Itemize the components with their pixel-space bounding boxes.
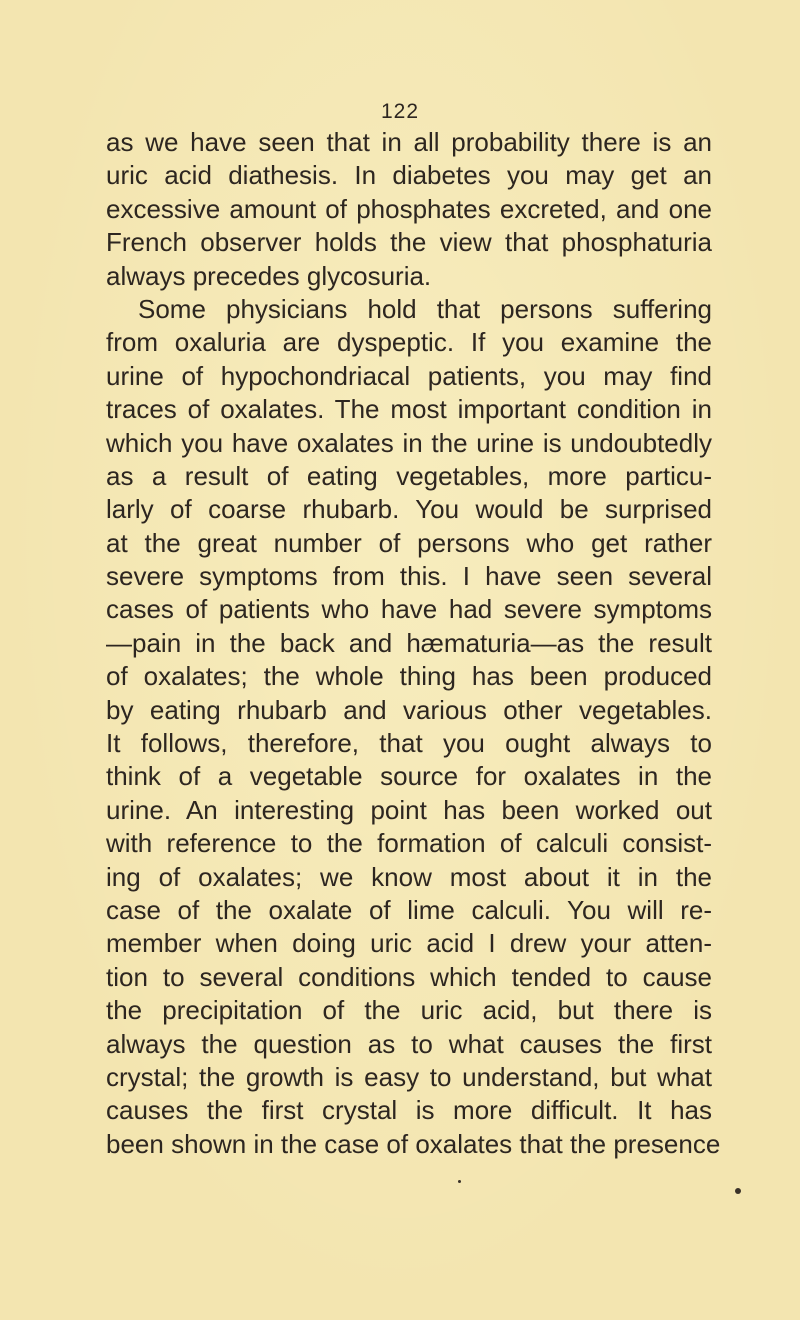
text-line: ing of oxalates; we know most about it in the (106, 861, 712, 892)
text-line: severe symptoms from this. I have seen several (106, 561, 712, 592)
text-line: think of a vegetable source for oxalates in the (106, 761, 712, 792)
text-line: from oxaluria are dyspeptic. If you examine the (106, 327, 712, 358)
text-line: as we have seen that in all probability there is an (106, 127, 712, 157)
text-line: been shown in the case of oxalates that the presence (106, 1128, 721, 1159)
text-line: always the question as to what causes the first (106, 1028, 712, 1059)
text-line: larly of coarse rhubarb. You would be surprised (106, 494, 712, 525)
text-line: with reference to the formation of calculi consist- (106, 828, 712, 859)
text-line: traces of oxalates. The most important condition in (106, 394, 712, 425)
text-line: uric acid diathesis. In diabetes you may get an (106, 160, 712, 191)
text-line: always precedes glycosuria. (106, 260, 432, 291)
text-line: It follows, therefore, that you ought always to (106, 728, 712, 759)
text-line: of oxalates; the whole thing has been produced (106, 661, 712, 692)
text-line: which you have oxalates in the urine is undoubtedly (106, 427, 712, 458)
text-line: French observer holds the view that phosphaturia (106, 227, 712, 258)
paper-speck (735, 1188, 741, 1194)
text-line: by eating rhubarb and various other vegetables. (106, 694, 712, 725)
text-line: cases of patients who have had severe symptoms (106, 594, 712, 625)
text-line: tion to several conditions which tended to cause (106, 961, 712, 992)
page-number: 122 (380, 100, 420, 123)
body-text (106, 126, 721, 1161)
text-line: member when doing uric acid I drew your atten- (106, 928, 712, 959)
text-line: urine of hypochondriacal patients, you may find (106, 360, 712, 391)
paragraph-start-line: Some physicians hold that persons suffering (138, 293, 712, 324)
text-line: the precipitation of the uric acid, but there is (106, 995, 712, 1026)
text-line: causes the first crystal is more difficult. It has (106, 1095, 712, 1126)
text-line: case of the oxalate of lime calculi. You will re- (106, 894, 712, 925)
text-line: at the great number of persons who get rather (106, 527, 712, 558)
text-line: —pain in the back and hæmaturia—as the result (106, 627, 712, 658)
text-line: as a result of eating vegetables, more particu- (106, 460, 712, 491)
text-line: crystal; the growth is easy to understand, but what (106, 1061, 712, 1092)
text-line: urine. An interesting point has been worked out (106, 794, 712, 825)
text-line: excessive amount of phosphates excreted, and one (106, 193, 712, 224)
paper-speck (458, 1180, 461, 1183)
